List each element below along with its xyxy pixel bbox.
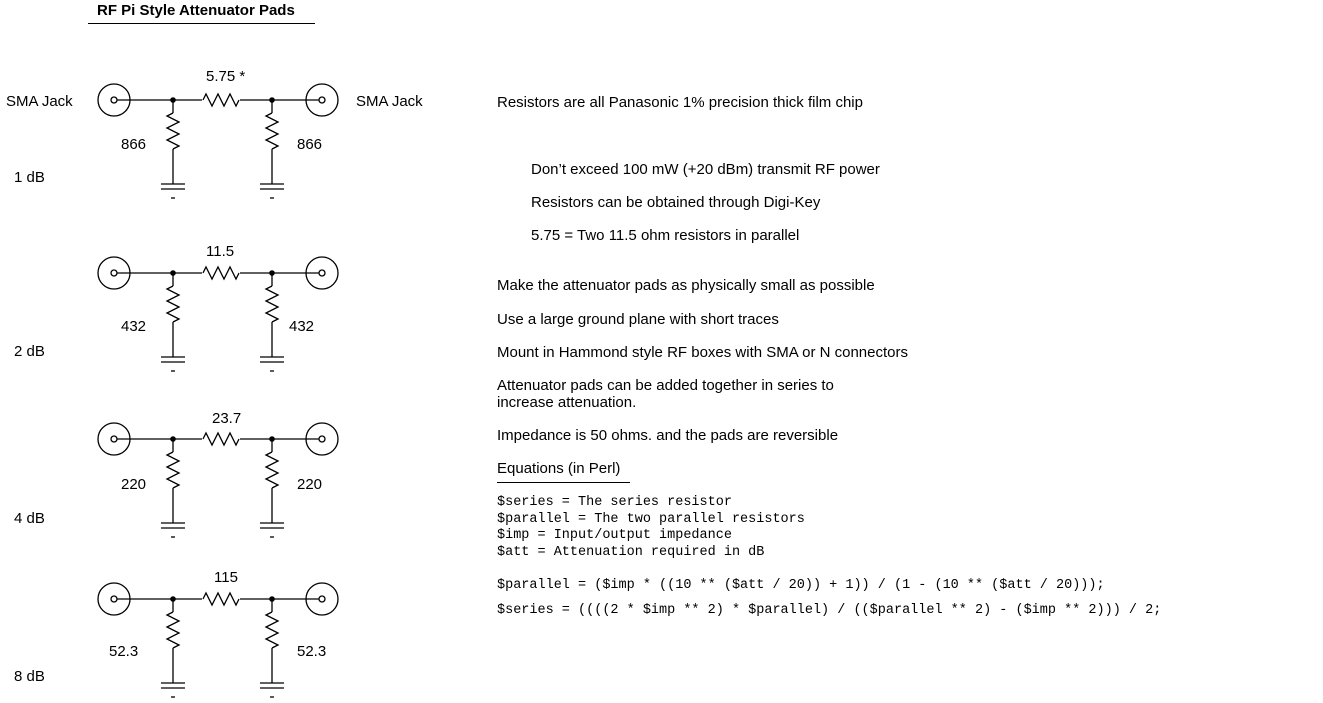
note-parallel: 5.75 = Two 11.5 ohm resistors in parallel bbox=[531, 227, 800, 244]
pad-4-shunt-left-value: 52.3 bbox=[109, 643, 139, 660]
pad-2-db: 2 dB bbox=[14, 343, 45, 360]
note-mount: Mount in Hammond style RF boxes with SMA or N connectors bbox=[497, 344, 908, 361]
pad-4-series-value: 115 bbox=[214, 569, 238, 586]
pad-4-connector-right-pin bbox=[319, 596, 325, 602]
pad-3-shunt-right-value: 220 bbox=[297, 476, 323, 493]
note-resistors: Resistors are all Panasonic 1% precision thick film chip bbox=[497, 94, 863, 111]
note-digikey: Resistors can be obtained through Digi-Key bbox=[531, 194, 821, 211]
note-impedance: Impedance is 50 ohms. and the pads are reversible bbox=[497, 427, 839, 444]
equation-var-series: $series = The series resistor bbox=[497, 495, 732, 510]
equations-heading: Equations (in Perl) bbox=[497, 460, 621, 477]
pad-4-db: 8 dB bbox=[14, 668, 45, 685]
pad-1-shunt-left-value: 866 bbox=[121, 136, 147, 153]
equation-parallel: $parallel = ($imp * ((10 ** ($att / 20)) + 1)) / (1 - (10 ** ($att / 20))); bbox=[497, 578, 1105, 593]
pad-1-shunt-right-value: 866 bbox=[297, 136, 323, 153]
pad-2-series-value: 11.5 bbox=[206, 243, 235, 260]
page-title: RF Pi Style Attenuator Pads bbox=[97, 2, 295, 19]
connector-label-right: SMA Jack bbox=[356, 93, 423, 110]
pad-2-shunt-left-value: 432 bbox=[121, 318, 147, 335]
note-power: Don’t exceed 100 mW (+20 dBm) transmit RF power bbox=[531, 161, 880, 178]
note-series-line1: Attenuator pads can be added together in series to bbox=[497, 377, 834, 394]
equation-series: $series = ((((2 * $imp ** 2) * $parallel) / (($parallel ** 2) - ($imp ** 2))) / 2; bbox=[497, 603, 1162, 618]
note-series-line2: increase attenuation. bbox=[497, 394, 637, 411]
pad-1-series-value: 5.75 * bbox=[206, 68, 246, 85]
pad-4-shunt-left-resistor bbox=[167, 612, 179, 648]
pad-3-db: 4 dB bbox=[14, 510, 45, 527]
note-small: Make the attenuator pads as physically small as possible bbox=[497, 277, 875, 294]
equation-var-imp: $imp = Input/output impedance bbox=[497, 528, 732, 543]
pad-3-shunt-left-value: 220 bbox=[121, 476, 147, 493]
equation-var-att: $att = Attenuation required in dB bbox=[497, 545, 765, 560]
pad-4-connector-left-pin bbox=[111, 596, 117, 602]
pad-2-shunt-right-value: 432 bbox=[289, 318, 315, 335]
note-ground: Use a large ground plane with short traces bbox=[497, 311, 779, 328]
connector-label-left: SMA Jack bbox=[6, 93, 73, 110]
equation-var-parallel: $parallel = The two parallel resistors bbox=[497, 512, 805, 527]
pad-4-series-resistor bbox=[203, 593, 239, 605]
pad-4-shunt-right-value: 52.3 bbox=[297, 643, 327, 660]
equations-underline bbox=[497, 482, 630, 483]
pad-1-db: 1 dB bbox=[14, 169, 45, 186]
pad-4-shunt-right-resistor bbox=[266, 612, 278, 648]
pad-3-series-value: 23.7 bbox=[212, 410, 242, 427]
